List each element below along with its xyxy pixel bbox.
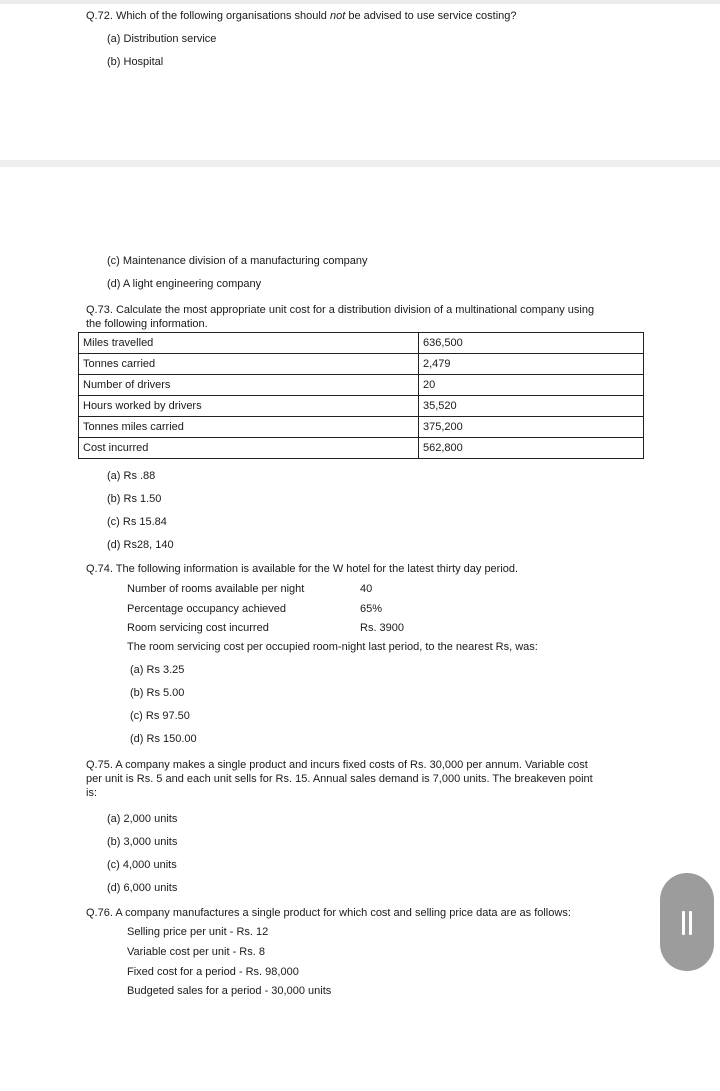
q73-option-d: (d) Rs28, 140: [107, 539, 174, 551]
q74-info-label: Percentage occupancy achieved: [127, 603, 286, 615]
table-label: Tonnes carried: [79, 354, 419, 375]
table-value: 375,200: [419, 417, 644, 438]
q75-option-b: (b) 3,000 units: [107, 836, 178, 848]
grip-icon: [682, 911, 685, 935]
q74-info-value: Rs. 3900: [360, 622, 405, 634]
q72-option-d: (d) A light engineering company: [107, 278, 262, 290]
q72-option-b: (b) Hospital: [107, 56, 164, 68]
q74-info-value: 40: [360, 583, 373, 595]
table-row: [79, 333, 644, 354]
q74-option-c: (c) Rs 97.50: [130, 710, 190, 722]
q74-option-b: (b) Rs 5.00: [130, 687, 185, 699]
q73-data-table: [78, 332, 644, 459]
q73-option-b: (b) Rs 1.50: [107, 493, 162, 505]
q72-title-em: not: [329, 10, 346, 22]
q76-title: Q.76. A company manufactures a single product for which cost and selling price data are as follows:: [86, 907, 571, 919]
q75-title-line1: Q.75. A company makes a single product and incurs fixed costs of Rs. 30,000 per annum. Variable cost: [86, 759, 588, 771]
table-value: 562,800: [419, 438, 644, 459]
q74-option-d: (d) Rs 150.00: [130, 733, 197, 745]
q73-title-line2: the following information.: [86, 318, 208, 330]
q75-option-a: (a) 2,000 units: [107, 813, 178, 825]
table-row: [79, 375, 644, 396]
table-value: 35,520: [419, 396, 644, 417]
scroll-handle[interactable]: [660, 873, 714, 971]
top-divider: [0, 0, 720, 4]
q72-option-a: (a) Distribution service: [107, 33, 217, 45]
page-break: [0, 160, 720, 167]
q72-title-post: be advised to use service costing?: [345, 10, 517, 22]
q74-option-a: (a) Rs 3.25: [130, 664, 185, 676]
table-value: 20: [419, 375, 644, 396]
table-row: [79, 438, 644, 459]
q73-title-line1: Q.73. Calculate the most appropriate unit cost for a distribution division of a multinational company using: [86, 304, 595, 316]
table-row: [79, 396, 644, 417]
q76-line: Selling price per unit - Rs. 12: [127, 926, 269, 938]
q72-option-c: (c) Maintenance division of a manufacturing company: [107, 255, 368, 267]
q72-title-pre: Q.72. Which of the following organisations should: [86, 10, 330, 22]
q74-question: The room servicing cost per occupied room-night last period, to the nearest Rs, was:: [127, 641, 538, 653]
table-label: Cost incurred: [79, 438, 419, 459]
q73-option-c: (c) Rs 15.84: [107, 516, 167, 528]
table-label: Hours worked by drivers: [79, 396, 419, 417]
table-label: Tonnes miles carried: [79, 417, 419, 438]
q76-line: Variable cost per unit - Rs. 8: [127, 946, 265, 958]
table-row: [79, 354, 644, 375]
q74-info-label: Room servicing cost incurred: [127, 622, 269, 634]
q75-title-line3: is:: [86, 787, 97, 799]
q75-option-c: (c) 4,000 units: [107, 859, 177, 871]
grip-icon: [689, 911, 692, 935]
table-label: Miles travelled: [79, 333, 419, 354]
table-row: [79, 417, 644, 438]
q76-line: Fixed cost for a period - Rs. 98,000: [127, 966, 299, 978]
q76-line: Budgeted sales for a period - 30,000 units: [127, 985, 332, 997]
q72-title: [86, 10, 517, 22]
q74-title: Q.74. The following information is available for the W hotel for the latest thirty day period.: [86, 563, 519, 575]
q73-option-a: (a) Rs .88: [107, 470, 156, 482]
q74-info-label: Number of rooms available per night: [127, 583, 305, 595]
table-value: 2,479: [419, 354, 644, 375]
table-label: Number of drivers: [79, 375, 419, 396]
table-value: 636,500: [419, 333, 644, 354]
q75-title-line2: per unit is Rs. 5 and each unit sells for Rs. 15. Annual sales demand is 7,000 units. The breakeven point: [86, 773, 593, 785]
q74-info-value: 65%: [360, 603, 383, 615]
q75-option-d: (d) 6,000 units: [107, 882, 178, 894]
